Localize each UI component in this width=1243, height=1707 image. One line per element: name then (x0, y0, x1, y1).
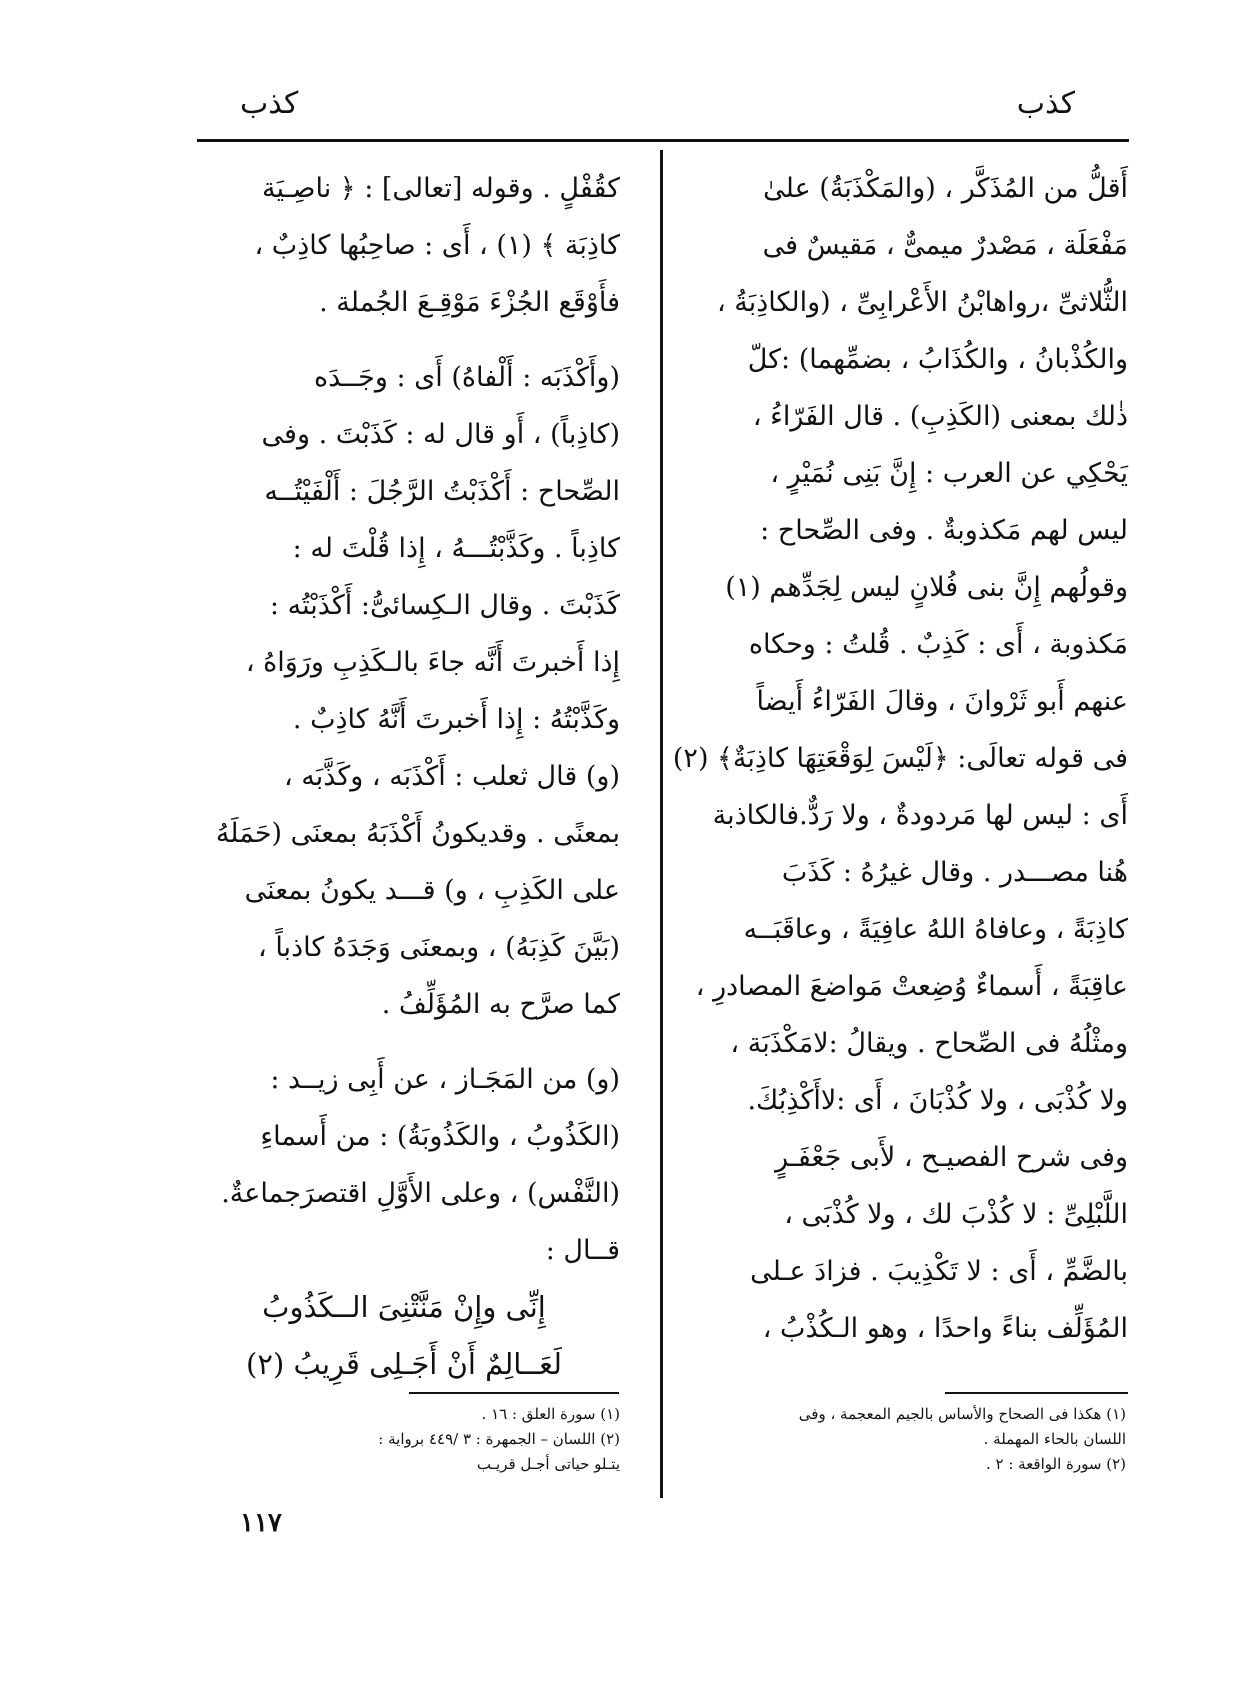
text-line: فأَوْقَع الجُزْءَ مَوْقِـعَ الجُملة . (319, 287, 620, 318)
footnote-rule-right (945, 1392, 1128, 1394)
text-line: ومثْلُهُ فى الصِّحاح . ويقالُ :لامَكْذَبَة ، (730, 1028, 1128, 1059)
text-line: إِذا أَخبرتَ أَنَّه جاءَ بالـكَذِبِ ورَوَاهُ ، (245, 647, 620, 678)
text-line: والكُذْبانُ ، والكُذَابُ ، بضمِّهما) :كلّ (747, 344, 1128, 375)
footnote-rule-left (409, 1392, 619, 1394)
text-line: كاذِبَةً ، وعافاهُ اللهُ عافِيَةً ، وعاقَبَــه (743, 914, 1128, 945)
footnote-line: يتـلو حياتى أجـل قريـب (476, 1455, 620, 1473)
text-line: (كاذِباً) ، أَو قال له : كَذَبْتَ . وفى (261, 419, 620, 450)
text-line: (و) من المَجَـاز ، عن أَبِى زيــد : (270, 1064, 620, 1095)
text-line: بمعنًى . وقديكونُ أَكْذَبَهُ بمعنَى (حَمَلَهُ (215, 818, 620, 849)
text-line: (و) قال ثعلب : أَكْذَبَه ، وكَذَّبَه ، (283, 761, 620, 792)
footnote-line: (١) سورة العلق : ١٦ . (481, 1405, 620, 1423)
text-line: كَذَبْتَ . وقال الـكِسائىُّ: أَكْذَبْتُه : (269, 590, 620, 621)
column-divider (660, 150, 663, 1498)
text-line: أَقلُّ من المُذَكَّر ، (والمَكْذَبَةُ) علىٰ (763, 173, 1128, 204)
text-line: الصِّحاح : أَكْذَبْتُ الرَّجُلَ : أَلْفَيْتُــه (264, 476, 620, 507)
running-head-right: كذب (1016, 86, 1075, 121)
text-line: ذٰلك بمعنى (الكَذِبِ) . قال الفَرّاءُ ، (752, 401, 1128, 432)
text-line: يَحْكِي عن العرب : إِنَّ بَنِى نُمَيْرٍ ، (770, 458, 1128, 489)
text-line: اللَّبْلِىِّ : لا كُذْبَ لك ، ولا كُذْبَى ، (784, 1199, 1128, 1230)
running-head-left: كذب (240, 86, 299, 121)
text-line: فى قوله تعالَى: ﴿لَيْسَ لِوَقْعَتِهَا كاذِبَةٌ﴾ (٢) (672, 743, 1128, 774)
text-line: هُنا مصـــدر . وقال غيرُهُ : كَذَبَ (781, 857, 1128, 888)
footnote-line: (٢) سورة الواقعة : ٢ . (985, 1455, 1126, 1473)
text-line: على الكَذِبِ ، و) قـــد يكونُ بمعنَى (244, 875, 620, 906)
text-line: كقُفْلٍ . وقوله [تعالى] : ﴿ ناصِـيَة (262, 173, 620, 204)
right-column (672, 160, 1128, 1357)
page-number: ١١٧ (240, 1508, 282, 1538)
footnote-line: اللسان بالحاء المهملة . (983, 1430, 1126, 1448)
text-line: كما صرَّح به المُؤَلِّفُ . (381, 989, 620, 1020)
text-line: (وأَكْذَبَه : أَلْفاهُ) أَى : وجَــدَه (314, 362, 620, 393)
text-line: أَى : ليس لها مَردودةٌ ، ولا رَدٌّ.فالكاذبة (712, 800, 1128, 831)
text-line: مَفْعَلَة ، مَصْدرٌ ميمىٌّ ، مَقيسٌ فى (762, 230, 1128, 261)
text-line: كاذِبَة ﴾ (١) ، أَى : صاحِبُها كاذِبٌ ، (254, 230, 620, 261)
verse-line: لَعَــالِمٌ أَنْ أَجَـلِى قَرِيبُ (٢) (246, 1347, 562, 1381)
text-line: الثُّلاثىِّ ،رواهابْنُ الأَعْرابِىِّ ، (والكاذِبَةُ ، (716, 287, 1128, 318)
footnotes-right (698, 1402, 1126, 1477)
text-line: عاقِبَةً ، أَسماءٌ وُضِعتْ مَواضعَ المصادرِ ، (695, 971, 1128, 1002)
header-rule (197, 139, 1129, 142)
text-line: كاذِباً . وكَذَّبْتُـــهُ ، إِذا قُلْتَ له : (292, 533, 620, 564)
text-line: قــال : (545, 1235, 620, 1266)
text-line: (النَّفْس) ، وعلى الأَوَّلِ اقتصرَجماعةٌ. (221, 1178, 620, 1209)
text-line: وفى شرح الفصيـح ، لأَبى جَعْفَـرٍ (775, 1142, 1128, 1173)
text-line: عنهم أَبو ثَرْوانَ ، وقالَ الفَرّاءُ أَيضاً (756, 686, 1128, 717)
text-line: (بَيَّنَ كَذِبَهُ) ، وبمعنَى وَجَدَهُ كاذباً ، (258, 932, 620, 963)
text-line: وقولُهم إِنَّ بنى فُلانٍ ليس لِجَدِّهم (١) (725, 572, 1128, 603)
verse-line: إِنِّى وإِنْ مَنَّتْنِىَ الــكَذُوبُ (262, 1290, 546, 1324)
footnotes-left (240, 1402, 620, 1477)
text-line: وكَذَّبْتُهُ : إِذا أَخبرتَ أَنَّهُ كاذِبٌ . (292, 704, 620, 735)
text-line: المُؤَلِّف بناءً واحدًا ، وهو الـكُذْبُ ، (762, 1313, 1128, 1344)
text-line: بالضَّمِّ ، أَى : لا تَكْذِيبَ . فزادَ عـلى (750, 1256, 1128, 1287)
footnote-line: (٢) اللسان – الجمهرة : ٣ /٤٤٩ برواية : (378, 1430, 620, 1448)
text-line: مَكذوبة ، أَى : كَذِبٌ . قُلتُ : وحكاه (748, 629, 1128, 660)
text-line: (الكَذُوبُ ، والكَذُوبَةُ) : من أَسماءِ (260, 1121, 620, 1152)
text-line: ولا كُذْبَى ، ولا كُذْبَانَ ، أَى :لاأَكْذِبُكَ. (747, 1085, 1128, 1116)
footnote-line: (١) هكذا فى الصحاح والأساس بالجيم المعجمة ، وفى (798, 1405, 1126, 1423)
text-line: ليس لهم مَكذوبةٌ . وفى الصِّحاح : (760, 515, 1128, 546)
left-column (188, 160, 620, 1393)
